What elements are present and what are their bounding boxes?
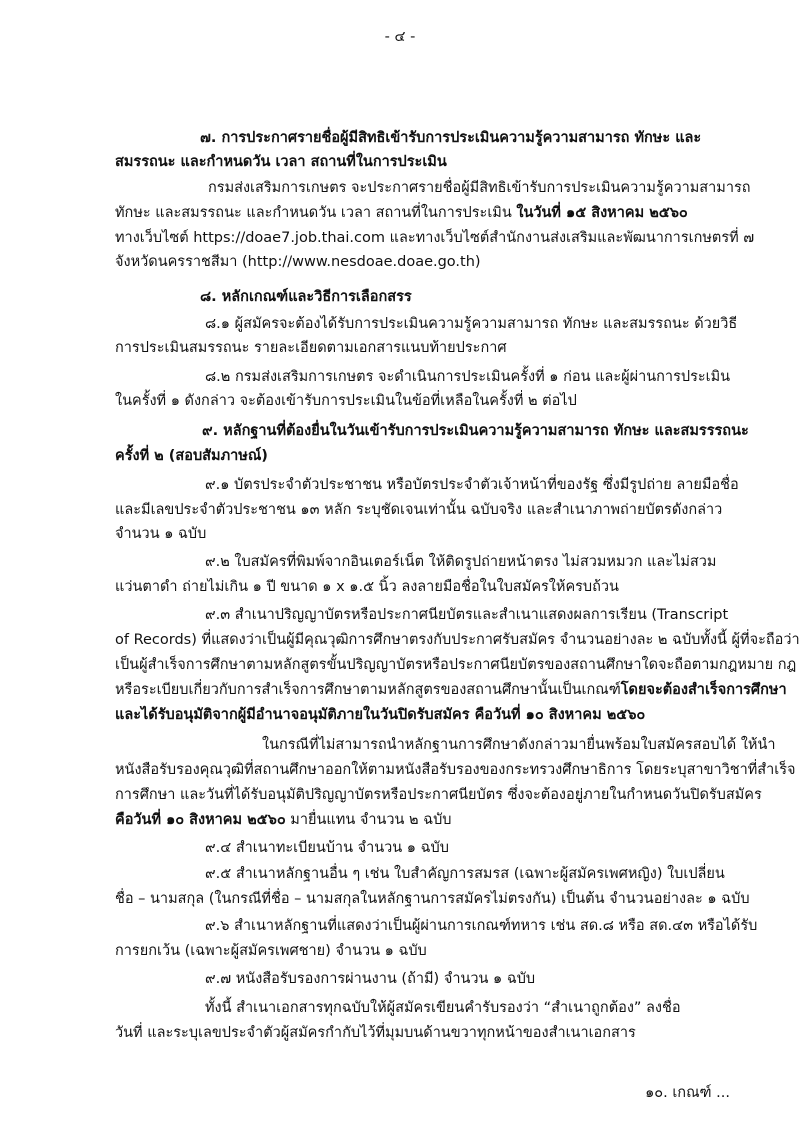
text-line: ๙.๗ หนังสือรับรองการผ่านงาน (ถ้ามี) จำนวน ๑ ฉบับ: [205, 971, 536, 987]
text-line: การประเมินสมรรถนะ รายละเอียดตามเอกสารแนบท้ายประกาศ: [115, 340, 507, 356]
text: หรือระเบียบเกี่ยวกับการสำเร็จการศึกษาตามหลักสูตรของสถานศึกษานั้นเป็นเกณฑ์: [115, 682, 621, 698]
section-7-heading-cont: สมรรถนะ และกำหนดวัน เวลา สถานที่ในการประเมิน: [115, 154, 447, 170]
text-line: ชื่อ – นามสกุล (ในกรณีที่ชื่อ – นามสกุลในหลักฐานการสมัครไม่ตรงกัน) เป็นต้น จำนวนอย่างละ ๑ ฉบับ: [115, 891, 750, 907]
text-line: และมีเลขประจำตัวประชาชน ๑๓ หลัก ระบุชัดเจนเท่านั้น ฉบับจริง และสำเนาภาพถ่ายบัตรดังกล่าว: [115, 502, 723, 518]
text-line: ทั้งนี้ สำเนาเอกสารทุกฉบับให้ผู้สมัครเขียนคำรับรองว่า “สำเนาถูกต้อง” ลงชื่อ: [205, 1000, 681, 1016]
text-line: ๙.๕ สำเนาหลักฐานอื่น ๆ เช่น ใบสำคัญการสมรส (เฉพาะผู้สมัครเพศหญิง) ใบเปลี่ยน: [205, 866, 725, 882]
deadline-date: คือวันที่ ๑๐ สิงหาคม ๒๕๖๐: [115, 812, 286, 828]
text-line: ในกรณีที่ไม่สามารถนำหลักฐานการศึกษาดังกล่าวมายื่นพร้อมใบสมัครสอบได้ ให้นำ: [262, 737, 776, 753]
text-line: จังหวัดนครราชสีมา (http://www.nesdoae.doae.go.th): [115, 254, 481, 270]
text-line: แว่นตาดำ ถ่ายไม่เกิน ๑ ปี ขนาด ๑ x ๑.๕ นิ้ว ลงลายมือชื่อในใบสมัครให้ครบถ้วน: [115, 579, 619, 595]
text-line: การยกเว้น (เฉพาะผู้สมัครเพศชาย) จำนวน ๑ ฉบับ: [115, 943, 427, 959]
section-8-heading: ๘. หลักเกณฑ์และวิธีการเลือกสรร: [200, 289, 412, 305]
page-number: - ๔ -: [384, 29, 416, 45]
text-line: ๙.๑ บัตรประจำตัวประชาชน หรือบัตรประจำตัวเจ้าหน้าที่ของรัฐ ซึ่งมีรูปถ่าย ลายมือชื่อ: [205, 477, 739, 493]
text-line: ๘.๑ ผู้สมัครจะต้องได้รับการประเมินความรู้ความสามารถ ทักษะ และสมรรถนะ ด้วยวิธี: [205, 316, 738, 332]
text-line: ๙.๓ สำเนาปริญญาบัตรหรือประกาศนียบัตรและสำเนาแสดงผลการเรียน (Transcript: [205, 607, 729, 623]
text-bold: โดยจะต้องสำเร็จการศึกษา: [620, 682, 787, 698]
text-line: [115, 810, 452, 830]
text-line: หนังสือรับรองคุณวุฒิที่สถานศึกษาออกให้ตามหนังสือรับรองของกระทรวงศึกษาธิการ โดยระบุสาขาวิชาที่สำเร็จ: [115, 762, 796, 778]
text: ทักษะ และสมรรถนะ และกำหนดวัน เวลา สถานที่ในการประเมิน: [115, 205, 517, 221]
section-9-heading: ๙. หลักฐานที่ต้องยื่นในวันเข้ารับการประเมินความรู้ความสามารถ ทักษะ และสมรรรถนะ: [202, 423, 749, 439]
section-7-heading: ๗. การประกาศรายชื่อผู้มีสิทธิเข้ารับการประเมินความรู้ความสามารถ ทักษะ และ: [200, 130, 702, 146]
text-line: กรมส่งเสริมการเกษตร จะประกาศรายชื่อผู้มีสิทธิเข้ารับการประเมินความรู้ความสามารถ: [208, 180, 751, 196]
text: มายื่นแทน จำนวน ๒ ฉบับ: [285, 812, 452, 828]
text-line: ๙.๖ สำเนาหลักฐานที่แสดงว่าเป็นผู้ผ่านการเกณฑ์ทหาร เช่น สด.๘ หรือ สด.๔๓ หรือได้รับ: [205, 918, 758, 934]
text-line: การศึกษา และวันที่ได้รับอนุมัติปริญญาบัตรหรือประกาศนียบัตร ซึ่งจะต้องอยู่ภายในกำหนดวันปิดรับสมัคร: [115, 787, 762, 803]
text-line: วันที่ และระบุเลขประจำตัวผู้สมัครกำกับไว้ที่มุมบนด้านขวาทุกหน้าของสำเนาเอกสาร: [115, 1025, 636, 1041]
text-line: เป็นผู้สำเร็จการศึกษาตามหลักสูตรขั้นปริญญาบัตรหรือประกาศนียบัตรของสถานศึกษาใดจะถือตามกฎหมาย กฎ: [115, 657, 797, 673]
text-line: [115, 680, 787, 700]
text-line: จำนวน ๑ ฉบับ: [115, 526, 207, 542]
text-line: of Records) ที่แสดงว่าเป็นผู้มีคุณวุฒิการศึกษาตรงกับประกาศรับสมัคร จำนวนอย่างละ ๒ ฉบับทั้งนี้ ผู้ที่จะถือว่า: [115, 632, 800, 648]
announcement-date: ในวันที่ ๑๕ สิงหาคม ๒๕๖๐: [516, 205, 688, 221]
next-page-continuation: ๑๐. เกณฑ์ ...: [645, 1085, 730, 1101]
section-9-heading-cont: ครั้งที่ ๒ (สอบสัมภาษณ์): [115, 448, 268, 464]
text-line: ๙.๔ สำเนาทะเบียนบ้าน จำนวน ๑ ฉบับ: [205, 840, 449, 856]
text-line: [115, 203, 688, 223]
text-line: และได้รับอนุมัติจากผู้มีอำนาจอนุมัติภายในวันปิดรับสมัคร คือวันที่ ๑๐ สิงหาคม ๒๕๖๐: [115, 707, 646, 723]
text-line: ๘.๒ กรมส่งเสริมการเกษตร จะดำเนินการประเมินครั้งที่ ๑ ก่อน และผู้ผ่านการประเมิน: [205, 369, 731, 385]
text-line: ในครั้งที่ ๑ ดังกล่าว จะต้องเข้ารับการประเมินในข้อที่เหลือในครั้งที่ ๒ ต่อไป: [115, 393, 577, 409]
text-line: ๙.๒ ใบสมัครที่พิมพ์จากอินเตอร์เน็ต ให้ติดรูปถ่ายหน้าตรง ไม่สวมหมวก และไม่สวม: [205, 554, 717, 570]
text-line: ทางเว็บไซต์ https://doae7.job.thai.com และทางเว็บไซต์สำนักงานส่งเสริมและพัฒนาการเกษตรที่ ๗: [115, 230, 755, 246]
